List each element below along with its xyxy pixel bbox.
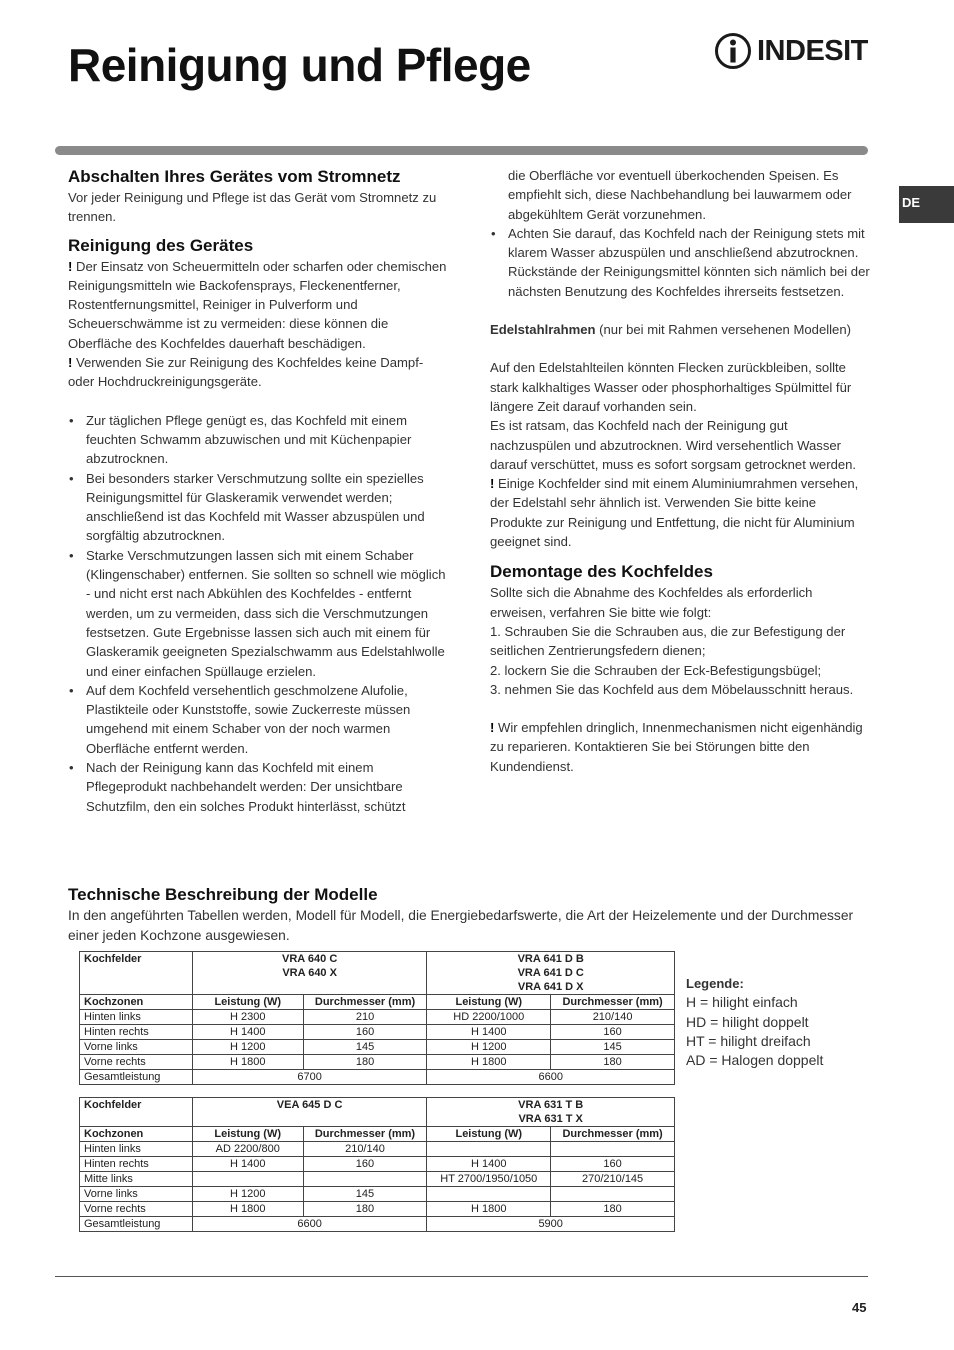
list-item: • Bei besonders starker Verschmutzung sollte ein spezielles Reinigungsmittel für Glaskeramik verwendet werden; anschließend ist das Kochfeld mit Wasser abzuspülen und sorgfältig abzutrocknen. [68,469,453,546]
table-row [80,1142,675,1157]
left-column [68,166,453,816]
section-heading-cleaning: Reinigung des Gerätes [68,235,254,255]
table-cell: 210 [303,1010,427,1025]
table-cell: 210/140 [303,1142,427,1157]
table-cell: H 1400 [192,1157,303,1172]
table-cell: Durchmesser (mm) [303,1127,427,1142]
table-cell: Gesamtleistung [80,1217,193,1232]
table-row [80,1157,675,1172]
table-cell [551,1142,675,1157]
table-cell: H 1200 [427,1040,551,1055]
table-header-models [80,952,675,995]
table-row [80,1025,675,1040]
warning-abrasives-text: Der Einsatz von Scheuermitteln oder scharfen oder chemischen Reinigungsmitteln wie Backofensprays, Fleckenentferner, Rostentfernungsmittel, Reiniger in Pulverform und Scheuerschwämme ist zu vermeiden: diese können die Oberfläche des Kochfeldes dauerhaft beschädigen. [68,258,447,351]
table-cell: 6600 [427,1070,675,1085]
warning-steam [68,353,453,392]
table-cell: Hinten links [80,1142,193,1157]
brand-wordmark: INDESIT [757,34,868,67]
legend-item: AD = Halogen doppelt [686,1052,824,1069]
model-cell [192,952,427,995]
legend-item: H = hilight einfach [686,994,798,1011]
model-cell [427,1098,675,1127]
table-cell: Kochzonen [80,1127,193,1142]
table-cell: H 1200 [192,1187,303,1202]
dismount-intro: Sollte sich die Abnahme des Kochfeldes als erforderlich erweisen, verfahren Sie bitte wie folgt: [490,585,813,620]
table-row [80,1202,675,1217]
spec-table-1 [79,951,675,1085]
table-row [80,1172,675,1187]
table-cell: 180 [303,1202,427,1217]
table-cell: AD 2200/800 [192,1142,303,1157]
section-heading-power-off: Abschalten Ihres Gerätes vom Stromnetz [68,167,401,186]
table-cell: Vorne links [80,1040,193,1055]
list-item: • Starke Verschmutzungen lassen sich mit einem Schaber (Klingenschaber) entfernen. Sie sollten so schnell wie möglich - und nicht erst nach Abkühlen des Kochfeldes - entfernt werden, um zu vermeiden, dass sich die Verschmutzungen festsetzen. Gute Ergebnisse lassen sich auch mit einem für Glaskeramik geeigneten Spezialschwamm aus Edelstahlwolle und einer einfachen Spüllauge erzielen. [68,546,453,681]
table-cell: 6600 [192,1217,427,1232]
table-cell: 160 [551,1025,675,1040]
table-cell: 180 [551,1202,675,1217]
section-heading-dismount: Demontage des Kochfeldes [490,562,713,582]
cleaning-bullet-list [68,411,453,816]
table-row-total [80,1070,675,1085]
warning-icon: ! [68,258,73,274]
table-cell [303,1172,427,1187]
model-name: VRA 640 C [282,953,338,965]
table-row [80,1187,675,1202]
table-cell: Leistung (W) [192,1127,303,1142]
table-cell: Gesamtleistung [80,1070,193,1085]
table-cell: Kochzonen [80,995,193,1010]
warning-abrasives [68,257,453,353]
table-header-columns [80,995,675,1010]
table-cell: Vorne rechts [80,1202,193,1217]
model-name: VRA 631 T X [518,1113,583,1125]
table-cell [551,1187,675,1202]
warning-icon: ! [68,355,73,371]
table-cell: Vorne links [80,1187,193,1202]
model-name: VRA 640 X [282,967,337,979]
list-item: • Zur täglichen Pflege genügt es, das Kochfeld mit einem feuchten Schwamm abzuwischen und mit Küchenpapier abzutrocknen. [68,411,453,469]
frame-note: (nur bei mit Rahmen versehenen Modellen) [599,322,851,338]
model-name: VRA 641 D C [517,967,584,979]
table-cell: H 1800 [192,1202,303,1217]
model-name: VRA 641 D X [517,981,584,993]
table-cell: Hinten rechts [80,1157,193,1172]
cleaning-bullet-list-cont [490,224,870,301]
table-cell: H 1800 [427,1202,551,1217]
table-cell: Leistung (W) [427,995,551,1010]
power-off-text: Vor jeder Reinigung und Pflege ist das Gerät vom Stromnetz zu trennen. [68,190,437,225]
frame-label: Edelstahlrahmen [490,322,596,338]
table-cell: 270/210/145 [551,1172,675,1187]
table-cell: Kochfelder [80,1098,193,1127]
section-heading-tech: Technische Beschreibung der Modelle [68,885,378,904]
footer-divider [55,1276,868,1277]
list-item: • Nach der Reinigung kann das Kochfeld mit einem Pflegeprodukt nachbehandelt werden: Der unsichtbare Schutzfilm, den ein solches Produkt hinterlässt, schützt [68,758,453,816]
tech-description: In den angeführten Tabellen werden, Modell für Modell, die Energiebedarfswerte, die Art der Heizelemente und der Durchmesser einer jeden Kochzone ausgewiesen. [68,908,854,943]
table-cell: H 1400 [192,1025,303,1040]
table-cell: 210/140 [551,1010,675,1025]
table-cell: H 1800 [192,1055,303,1070]
table-cell: HD 2200/1000 [427,1010,551,1025]
table-cell: Durchmesser (mm) [551,995,675,1010]
table-cell [427,1187,551,1202]
frame-intro [490,320,870,339]
model-cell [427,952,675,995]
header-divider-bar [55,146,868,155]
table-cell: 160 [303,1025,427,1040]
table-cell: 160 [303,1157,427,1172]
table-cell: H 2300 [192,1010,303,1025]
table-cell: Mitte links [80,1172,193,1187]
legend-item: HD = hilight doppelt [686,1013,809,1030]
warning-icon: ! [490,720,495,736]
model-name: VRA 631 T B [518,1099,584,1111]
table-cell: H 1800 [427,1055,551,1070]
dismount-step: 2. lockern Sie die Schrauben der Eck-Befestigungsbügel; [490,662,822,678]
model-cell [192,1098,427,1127]
list-item: • Auf dem Kochfeld versehentlich geschmolzene Alufolie, Plastikteile oder Kunststoffe, sowie Zuckerreste müssen umgehend mit einem Schaber von der noch warmen Oberfläche entfernt werden. [68,681,453,758]
table-cell: HT 2700/1950/1050 [427,1172,551,1187]
table-cell: Durchmesser (mm) [303,995,427,1010]
brand-logo [714,32,868,70]
frame-warning [490,474,870,551]
table-row [80,1010,675,1025]
table-cell: Kochfelder [80,952,193,995]
table-cell: 145 [551,1040,675,1055]
table-cell: Durchmesser (mm) [551,1127,675,1142]
table-cell: Hinten links [80,1010,193,1025]
legend-item: HT = hilight dreifach [686,1032,811,1049]
table-cell: H 1400 [427,1157,551,1172]
dismount-warning-text: Wir empfehlen dringlich, Innenmechanismen nicht eigenhändig zu reparieren. Kontaktieren Sie bei Störungen bitte den Kundendienst. [490,720,863,774]
table-cell: 145 [303,1187,427,1202]
table-cell: H 1200 [192,1040,303,1055]
table-row [80,1040,675,1055]
table-cell: Hinten rechts [80,1025,193,1040]
indesit-logo-icon [714,32,752,70]
list-item: • Achten Sie darauf, das Kochfeld nach der Reinigung stets mit klarem Wasser abzuspülen und anschließend abzutrocknen. Rückstände der Reinigungsmittel könnten sich nämlich bei der nächsten Benutzung des Kochfeldes ihrerseits festsetzen. [490,224,870,301]
dismount-step: 1. Schrauben Sie die Schrauben aus, die zur Befestigung der seitlichen Zentrierungsfedern dienen; [490,623,846,659]
table-cell: Vorne rechts [80,1055,193,1070]
table-cell: H 1400 [427,1025,551,1040]
table-header-models [80,1098,675,1127]
table-row [80,1055,675,1070]
table-header-columns [80,1127,675,1142]
warning-steam-text: Verwenden Sie zur Reinigung des Kochfeldes keine Dampf- oder Hochdruckreinigungsgeräte. [68,355,424,390]
table-cell: 145 [303,1040,427,1055]
continuation-text: die Oberfläche vor eventuell überkochenden Speisen. Es empfiehlt sich, diese Nachbehandlung bei lauwarmem oder abgekühltem Gerät vorzunehmen. [508,168,852,222]
table-cell: 5900 [427,1217,675,1232]
language-tab: DE [899,186,954,223]
table-cell: Leistung (W) [427,1127,551,1142]
model-name: VRA 641 D B [517,953,584,965]
table-row-total [80,1217,675,1232]
frame-paragraph-2: Es ist ratsam, das Kochfeld nach der Reinigung gut nachzuspülen und abzutrocknen. Wird versehentlich Wasser darauf verschüttet, muss es sofort sorgsam getrocknet werden. [490,418,857,472]
legend [686,974,823,1070]
table-cell: 160 [551,1157,675,1172]
frame-warning-text: Einige Kochfelder sind mit einem Aluminiumrahmen versehen, der Edelstahl sehr ähnlich ist. Verwenden Sie bitte keine Produkte zur Reinigung und Entfettung, die nicht für Aluminium geeignet sind. [490,476,859,550]
right-column [490,166,870,776]
dismount-step: 3. nehmen Sie das Kochfeld aus dem Möbelausschnitt heraus. [490,681,854,697]
table-cell: 180 [551,1055,675,1070]
model-name: VEA 645 D C [276,1099,343,1111]
page-number: 45 [852,1300,867,1315]
legend-title: Legende: [686,976,744,991]
spec-table-2 [79,1097,675,1232]
table-cell: Leistung (W) [192,995,303,1010]
warning-icon: ! [490,476,495,492]
dismount-warning [490,718,870,776]
table-cell: 6700 [192,1070,427,1085]
table-cell [427,1142,551,1157]
frame-paragraph-1: Auf den Edelstahlteilen könnten Flecken zurückbleiben, sollte stark kalkhaltiges Wasser oder phosphorhaltiges Spülmittel für längere Zeit darauf vorhanden sein. [490,360,852,414]
table-cell: 180 [303,1055,427,1070]
page-title: Reinigung und Pflege [68,39,531,91]
table-cell [192,1172,303,1187]
